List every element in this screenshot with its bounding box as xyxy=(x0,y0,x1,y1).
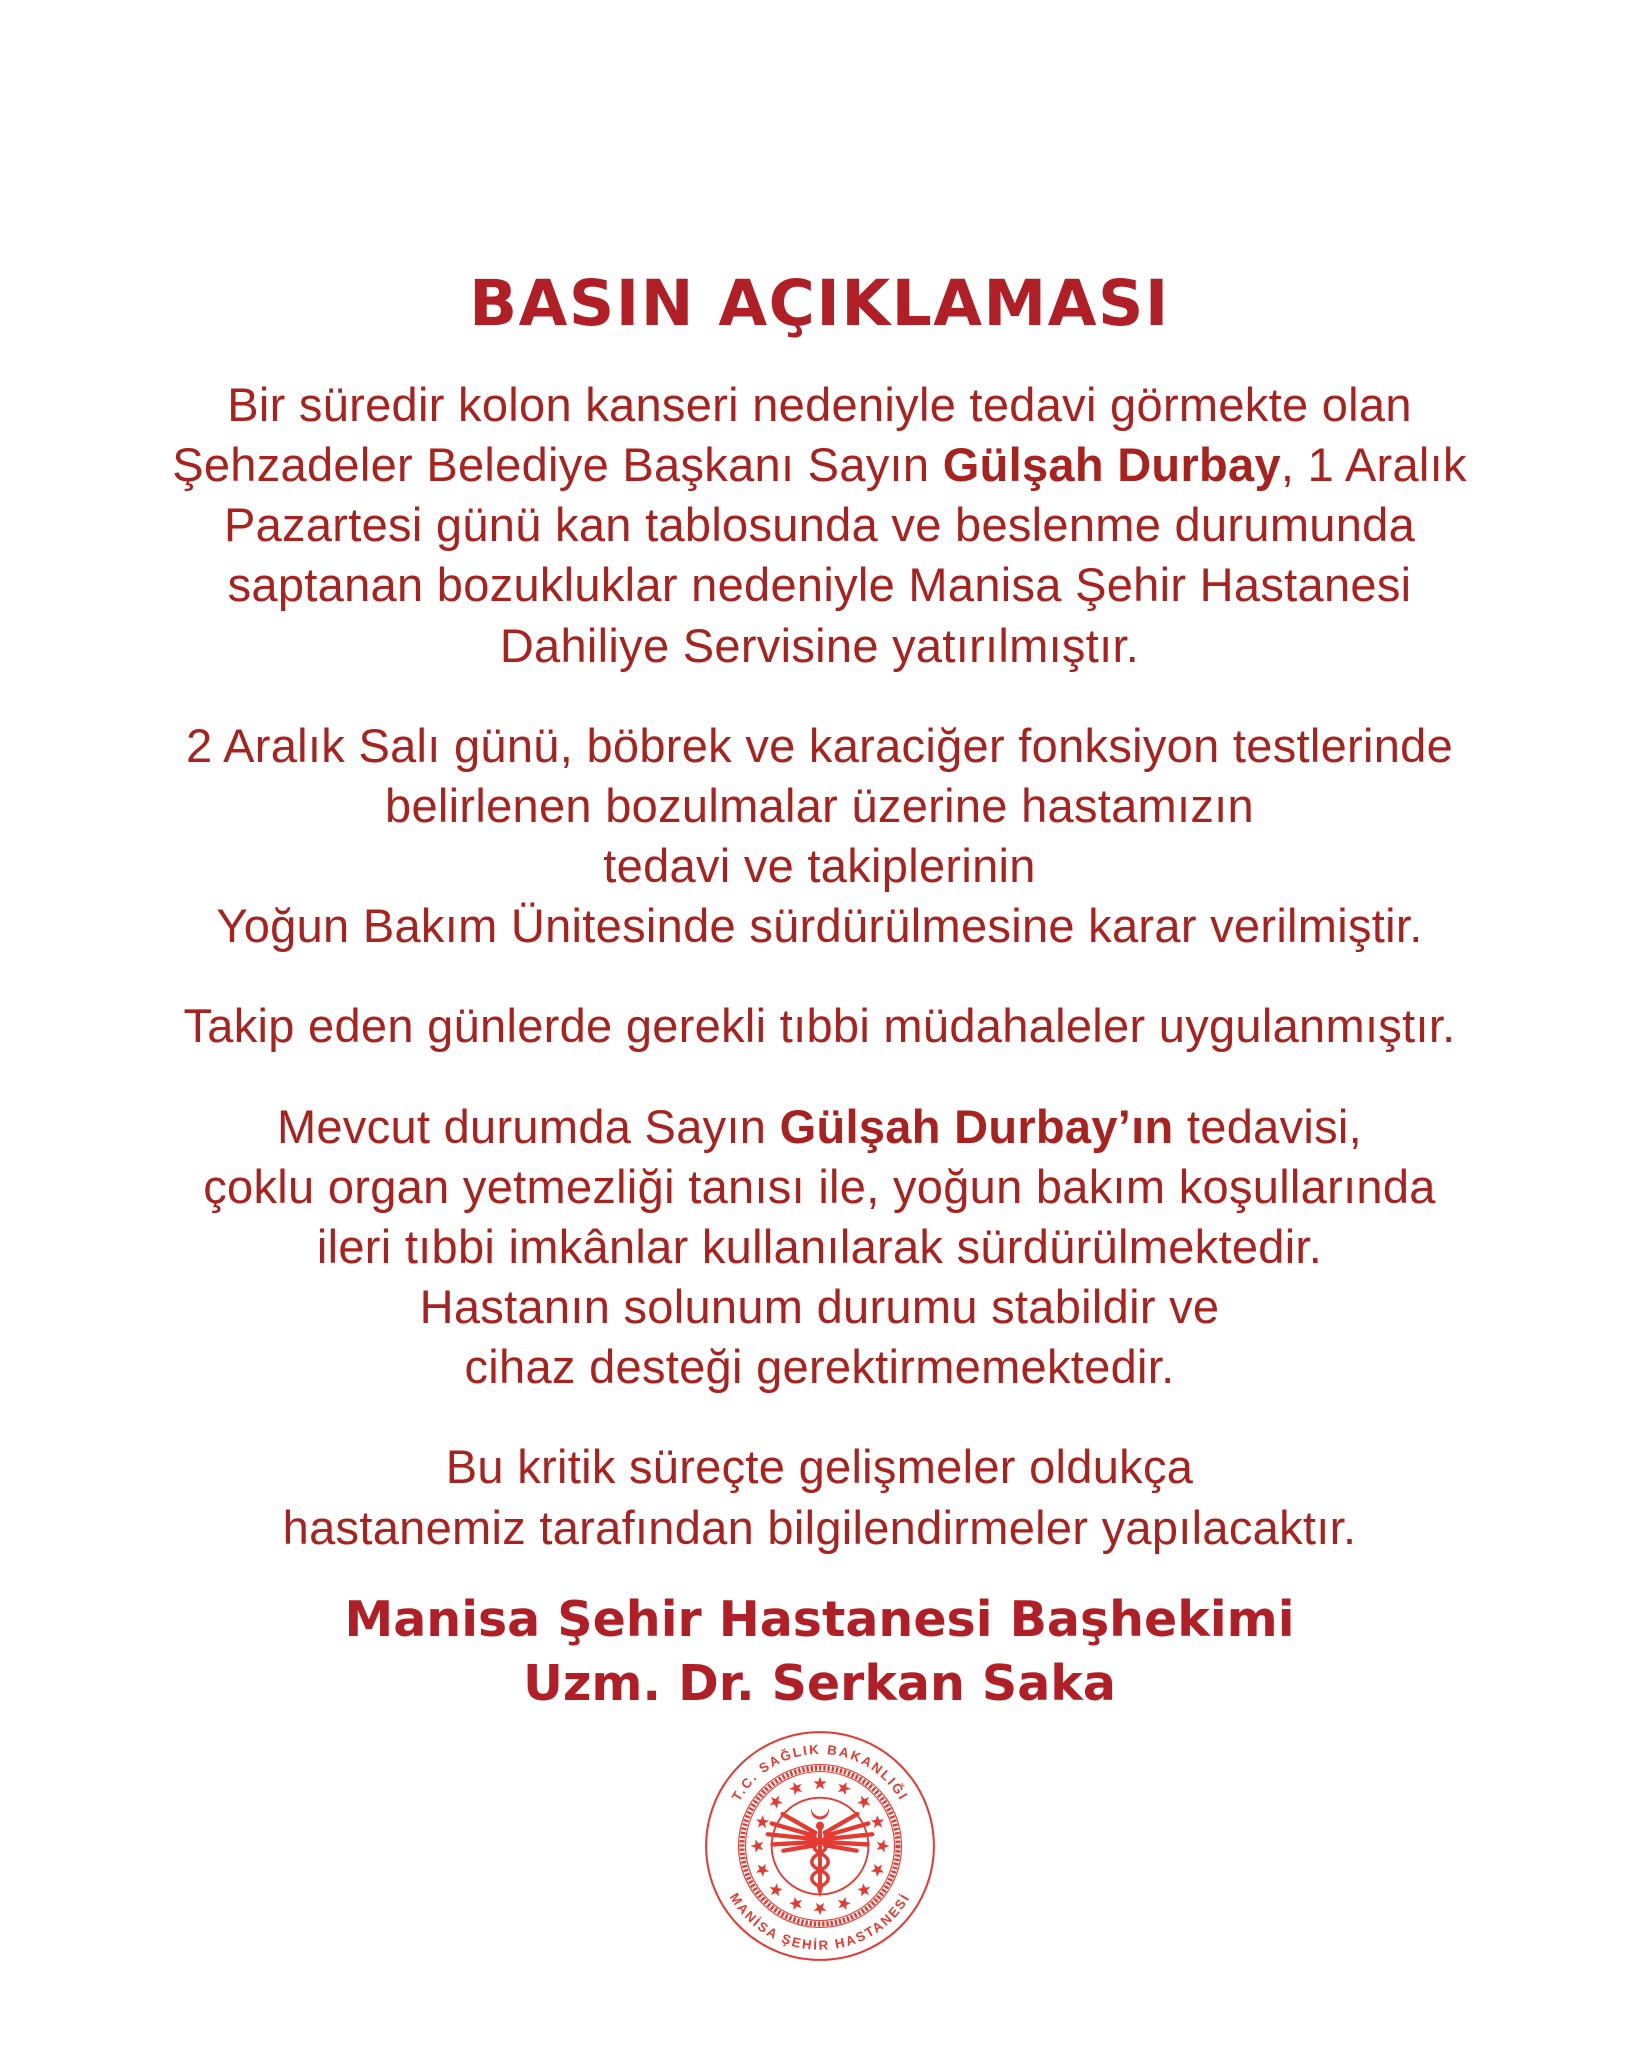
p4-line1-post: tedavisi, xyxy=(1173,1099,1363,1153)
signature-block xyxy=(40,1588,1599,1717)
p4-line3: ileri tıbbi imkânlar kullanılarak sürdürülmektedir. xyxy=(316,1219,1323,1273)
p2-line2: belirlenen bozulmalar üzerine hastamızın xyxy=(385,778,1254,832)
p4-line1-pre: Mevcut durumda Sayın xyxy=(276,1099,780,1153)
paragraph-3 xyxy=(40,996,1599,1056)
paragraph-2 xyxy=(40,716,1599,957)
p2-line1: 2 Aralık Salı günü, böbrek ve karaciğer fonksiyon testlerinde xyxy=(185,718,1454,772)
p5-line1: Bu kritik süreçte gelişmeler oldukça xyxy=(445,1440,1194,1494)
p2-line4: Yoğun Bakım Ünitesinde sürdürülmesine karar verilmiştir. xyxy=(216,899,1423,953)
p1-line5: Dahiliye Servisine yatırılmıştır. xyxy=(499,618,1140,672)
p3-line1: Takip eden günlerde gerekli tıbbi müdahaleler uygulanmıştır. xyxy=(183,999,1456,1053)
p1-line4: saptanan bozukluklar nedeniyle Manisa Şehir Hastanesi xyxy=(227,558,1412,612)
p1-line1: Bir süredir kolon kanseri nedeniyle tedavi görmekte olan xyxy=(227,378,1412,431)
p4-line5: cihaz desteği gerektirmemektedir. xyxy=(464,1340,1175,1394)
seal-top-arc-text: T.C. SAĞLIK BAKANLIĞI xyxy=(728,1741,911,1804)
p1-line2-pre: Şehzadeler Belediye Başkanı Sayın xyxy=(172,438,943,492)
patient-name-bold: Gülşah Durbay xyxy=(942,438,1281,492)
paragraph-4 xyxy=(40,1097,1599,1398)
paragraph-5 xyxy=(40,1437,1599,1557)
hospital-seal-container xyxy=(0,1729,1639,1963)
p4-line2: çoklu organ yetmezliği tanısı ile, yoğun bakım koşullarında xyxy=(203,1159,1436,1213)
p1-line2-post: , 1 Aralık xyxy=(1280,438,1467,492)
caduceus-with-crescent-icon xyxy=(767,1808,872,1898)
patient-name-possessive-bold: Gülşah Durbay’ın xyxy=(779,1099,1174,1153)
p1-line3: Pazartesi günü kan tablosunda ve beslenme durumunda xyxy=(223,498,1416,552)
paragraph-1 xyxy=(40,375,1599,676)
seal-bottom-arc-text: MANİSA ŞEHİR HASTANESİ xyxy=(726,1890,913,1953)
signature-name: Uzm. Dr. Serkan Saka xyxy=(523,1655,1116,1713)
p4-line4: Hastanın solunum durumu stabildir ve xyxy=(419,1280,1220,1334)
hospital-seal-logo xyxy=(703,1729,937,1963)
signature-title: Manisa Şehir Hastanesi Başhekimi xyxy=(344,1590,1295,1648)
page-title: BASIN AÇIKLAMASI xyxy=(469,267,1170,340)
p2-line3: tedavi ve takiplerinin xyxy=(603,839,1036,893)
p5-line2: hastanemiz tarafından bilgilendirmeler yapılacaktır. xyxy=(282,1500,1357,1554)
